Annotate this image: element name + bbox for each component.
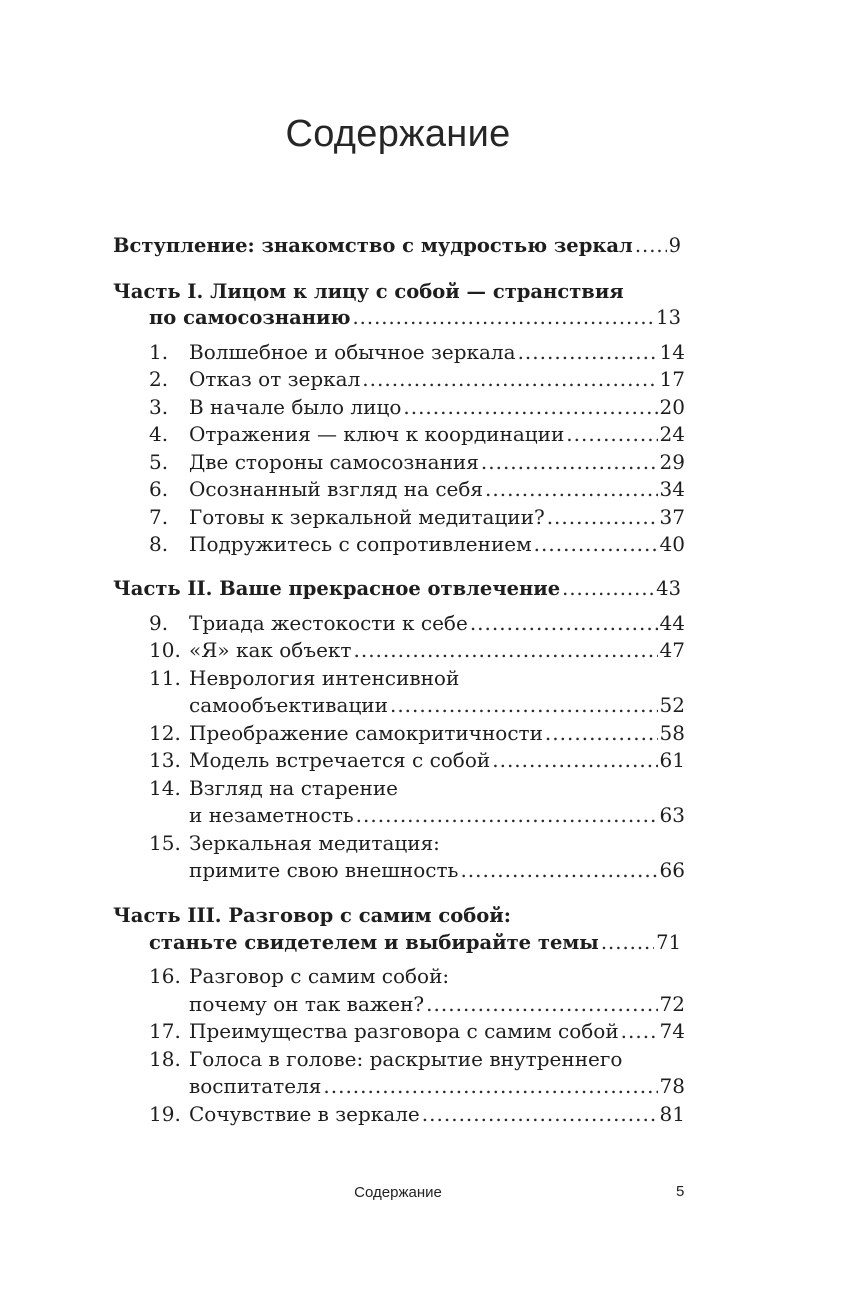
toc-chapter[interactable] — [189, 720, 685, 746]
toc-chapter[interactable] — [189, 504, 685, 530]
toc-part-1-line1: Часть I. Лицом к лицу с собой — странствия — [113, 280, 624, 303]
running-footer-title: Содержание — [354, 1184, 442, 1201]
chapter-title: Отражения — ключ к координации — [189, 422, 565, 446]
chapter-number: 2. — [149, 367, 169, 391]
toc-part-3[interactable] — [149, 930, 681, 956]
chapter-title-cont: примите свою внешность — [189, 858, 459, 882]
toc-part-1-title[interactable] — [113, 279, 624, 305]
chapter-number: 7. — [149, 505, 169, 529]
chapter-number: 9. — [149, 611, 169, 635]
leader-dots — [547, 504, 658, 530]
toc-chapter[interactable] — [189, 421, 685, 447]
toc-part-3-title[interactable] — [113, 903, 511, 929]
chapter-page: 78 — [659, 1074, 685, 1098]
chapter-title: Преображение самокритичности — [189, 721, 543, 745]
chapter-number: 18. — [149, 1047, 181, 1071]
leader-dots — [460, 857, 657, 883]
toc-chapter[interactable] — [189, 339, 685, 365]
chapter-title-cont: самообъективации — [189, 693, 388, 717]
chapter-number: 17. — [149, 1019, 181, 1043]
toc-chapter[interactable] — [189, 610, 685, 636]
leader-dots — [356, 802, 658, 828]
toc-intro[interactable] — [113, 233, 681, 259]
chapter-number: 13. — [149, 748, 181, 772]
toc-chapter[interactable] — [189, 1073, 685, 1099]
chapter-number: 12. — [149, 721, 181, 745]
leader-dots — [422, 1101, 658, 1127]
leader-dots — [492, 747, 657, 773]
toc-chapter[interactable] — [189, 857, 685, 883]
chapter-title: Готовы к зеркальной медитации? — [189, 505, 545, 529]
leader-dots — [485, 476, 658, 502]
chapter-page: 20 — [659, 395, 685, 419]
leader-dots — [545, 720, 658, 746]
toc-chapter-line1[interactable] — [189, 665, 459, 691]
leader-dots — [518, 339, 658, 365]
chapter-page: 81 — [659, 1102, 685, 1126]
toc-chapter[interactable] — [189, 476, 685, 502]
leader-dots — [562, 576, 654, 602]
chapter-number: 11. — [149, 666, 181, 690]
leader-dots — [534, 531, 658, 557]
leader-dots — [362, 366, 657, 392]
leader-dots — [621, 1018, 658, 1044]
leader-dots — [426, 991, 657, 1017]
leader-dots — [353, 637, 657, 663]
chapter-title: Зеркальная медитация: — [189, 831, 440, 855]
toc-chapter-line1[interactable] — [189, 775, 398, 801]
chapter-title: Две стороны самосознания — [189, 450, 479, 474]
chapter-title: В начале было лицо — [189, 395, 402, 419]
page-title: Содержание — [285, 113, 511, 155]
toc-part-1[interactable] — [149, 305, 681, 331]
chapter-page: 58 — [659, 721, 685, 745]
chapter-page: 63 — [659, 803, 685, 827]
toc-chapter[interactable] — [189, 637, 685, 663]
chapter-number: 14. — [149, 776, 181, 800]
chapter-title: Отказ от зеркал — [189, 367, 361, 391]
chapter-page: 14 — [659, 340, 685, 364]
chapter-title: Триада жестокости к себе — [189, 611, 468, 635]
toc-part-3-line1: Часть III. Разговор с самим собой: — [113, 904, 511, 927]
chapter-page: 29 — [659, 450, 685, 474]
toc-intro-text: Вступление: знакомство с мудростью зеркал — [113, 234, 633, 257]
chapter-number: 10. — [149, 638, 181, 662]
chapter-title: Модель встречается с собой — [189, 748, 491, 772]
chapter-title-cont: воспитателя — [189, 1074, 322, 1098]
toc-part-1-line2: по самосознанию — [149, 306, 351, 329]
chapter-page: 44 — [659, 611, 685, 635]
toc-chapter[interactable] — [189, 531, 685, 557]
toc-chapter-line1[interactable] — [189, 830, 440, 856]
toc-part-3-line2: станьте свидетелем и выбирайте темы — [149, 931, 599, 954]
toc-part-3-page: 71 — [656, 931, 681, 954]
leader-dots — [601, 930, 654, 956]
toc-chapter[interactable] — [189, 1018, 685, 1044]
chapter-page: 47 — [659, 638, 685, 662]
chapter-number: 5. — [149, 450, 169, 474]
chapter-page: 66 — [659, 858, 685, 882]
leader-dots — [470, 610, 658, 636]
chapter-page: 24 — [659, 422, 685, 446]
chapter-title: Осознанный взгляд на себя — [189, 477, 484, 501]
chapter-number: 1. — [149, 340, 169, 364]
leader-dots — [635, 233, 667, 259]
chapter-page: 40 — [659, 532, 685, 556]
chapter-page: 52 — [659, 693, 685, 717]
leader-dots — [323, 1073, 657, 1099]
chapter-title: Подружитесь с сопротивлением — [189, 532, 532, 556]
toc-chapter[interactable] — [189, 449, 685, 475]
chapter-page: 34 — [659, 477, 685, 501]
toc-part-1-page: 13 — [656, 306, 681, 329]
leader-dots — [390, 692, 658, 718]
leader-dots — [403, 394, 657, 420]
chapter-number: 19. — [149, 1102, 181, 1126]
chapter-title-cont: и незаметность — [189, 803, 354, 827]
toc-chapter[interactable] — [189, 1101, 685, 1127]
chapter-title: Сочувствие в зеркале — [189, 1102, 420, 1126]
chapter-title-cont: почему он так важен? — [189, 992, 425, 1016]
toc-part-2[interactable] — [113, 576, 681, 602]
chapter-page: 74 — [659, 1019, 685, 1043]
chapter-title: Преимущества разговора с самим собой — [189, 1019, 619, 1043]
toc-chapter[interactable] — [189, 692, 685, 718]
toc-chapter[interactable] — [189, 802, 685, 828]
chapter-page: 17 — [659, 367, 685, 391]
chapter-title: Разговор с самим собой: — [189, 964, 450, 988]
chapter-page: 37 — [659, 505, 685, 529]
chapter-page: 72 — [659, 992, 685, 1016]
page-number: 5 — [676, 1183, 685, 1200]
chapter-title: Неврология интенсивной — [189, 666, 460, 690]
chapter-number: 6. — [149, 477, 169, 501]
chapter-title: Взгляд на старение — [189, 776, 399, 800]
chapter-title: Голоса в голове: раскрытие внутреннего — [189, 1047, 623, 1071]
toc-intro-page: 9 — [668, 234, 681, 257]
toc-chapter[interactable] — [189, 747, 685, 773]
leader-dots — [352, 305, 654, 331]
chapter-title: «Я» как объект — [189, 638, 352, 662]
chapter-number: 8. — [149, 532, 169, 556]
leader-dots — [566, 421, 657, 447]
chapter-page: 61 — [659, 748, 685, 772]
toc-chapter[interactable] — [189, 991, 685, 1017]
chapter-number: 15. — [149, 831, 181, 855]
toc-chapter[interactable] — [189, 366, 685, 392]
chapter-title: Волшебное и обычное зеркала — [189, 340, 516, 364]
toc-part-2-line1: Часть II. Ваше прекрасное отвлечение — [113, 577, 561, 600]
toc-part-2-page: 43 — [656, 577, 681, 600]
leader-dots — [481, 449, 658, 475]
chapter-number: 4. — [149, 422, 169, 446]
chapter-number: 3. — [149, 395, 169, 419]
toc-chapter-line1[interactable] — [189, 1046, 622, 1072]
toc-chapter[interactable] — [189, 394, 685, 420]
toc-chapter-line1[interactable] — [189, 963, 449, 989]
chapter-number: 16. — [149, 964, 181, 988]
